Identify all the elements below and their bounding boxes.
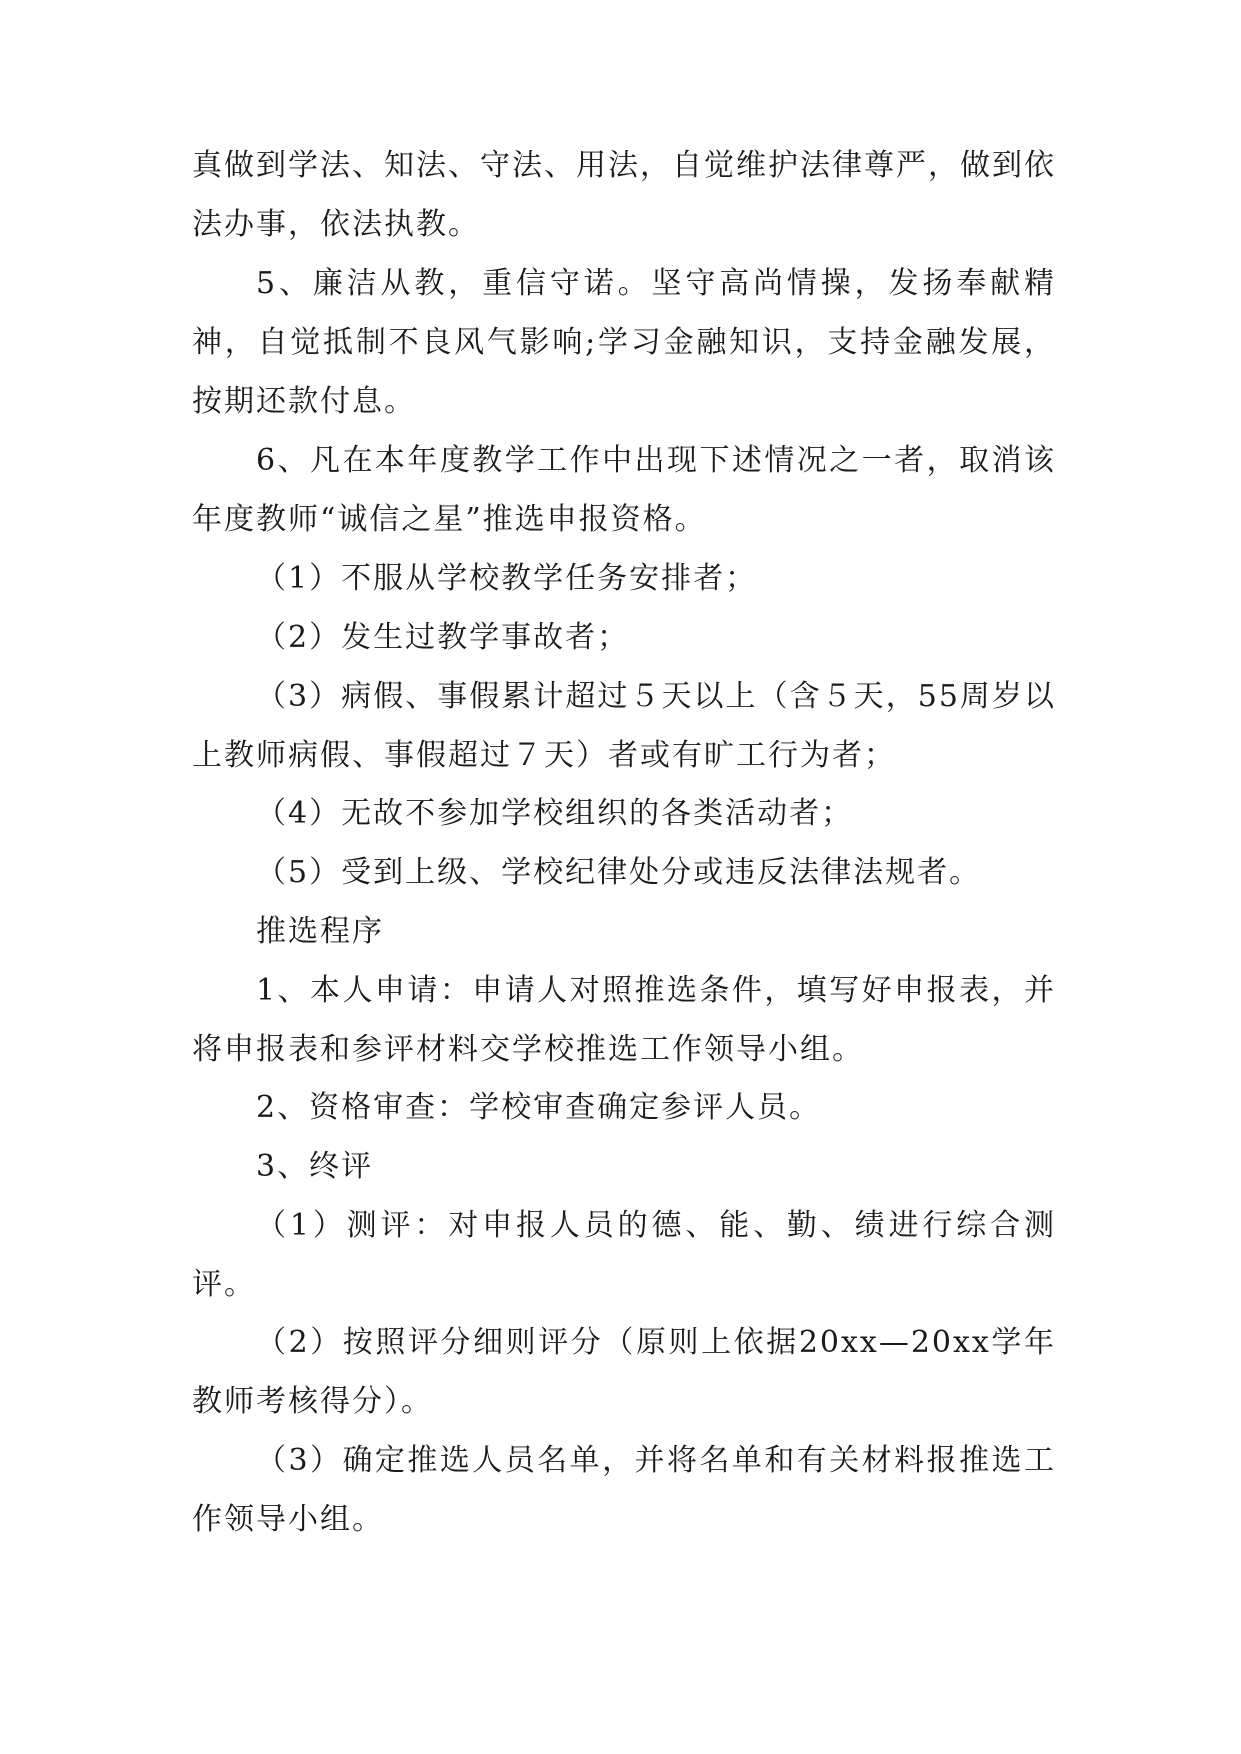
procedure-step-3: 3、终评 [256,1149,374,1184]
condition-5: （5）受到上级、学校纪律处分或违反法律法规者。 [256,855,982,890]
condition-2: （2）发生过教学事故者； [256,620,630,655]
condition-3: （3）病假、事假累计超过５天以上（含５天，55周岁以上教师病假、事假超过７天）者或有旷工行为者； [192,679,1056,773]
procedure-step-1: 1、本人申请：申请人对照推选条件，填写好申报表，并将申报表和参评材料交学校推选工作领导小组。 [192,973,1056,1067]
final-review-1: （1）测评：对申报人员的德、能、勤、绩进行综合测评。 [192,1208,1056,1302]
final-review-2: （2）按照评分细则评分（原则上依据20xx—20xx学年教师考核得分）。 [192,1325,1056,1419]
final-review-3: （3）确定推选人员名单，并将名单和有关材料报推选工作领导小组。 [192,1443,1056,1537]
paragraph-item-5: 5、廉洁从教，重信守诺。坚守高尚情操，发扬奉献精神，自觉抵制不良风气影响;学习金融知识，支持金融发展，按期还款付息。 [192,266,1056,419]
paragraph-law-compliance: 真做到学法、知法、守法、用法，自觉维护法律尊严，做到依法办事，依法执教。 [192,148,1056,242]
section-heading-procedure: 推选程序 [256,914,384,949]
procedure-step-2: 2、资格审查：学校审查确定参评人员。 [256,1090,822,1125]
paragraph-item-6: 6、凡在本年度教学工作中出现下述情况之一者，取消该年度教师“诚信之星”推选申报资格。 [192,443,1056,537]
condition-4: （4）无故不参加学校组织的各类活动者； [256,796,854,831]
condition-1: （1）不服从学校教学任务安排者； [256,561,758,596]
